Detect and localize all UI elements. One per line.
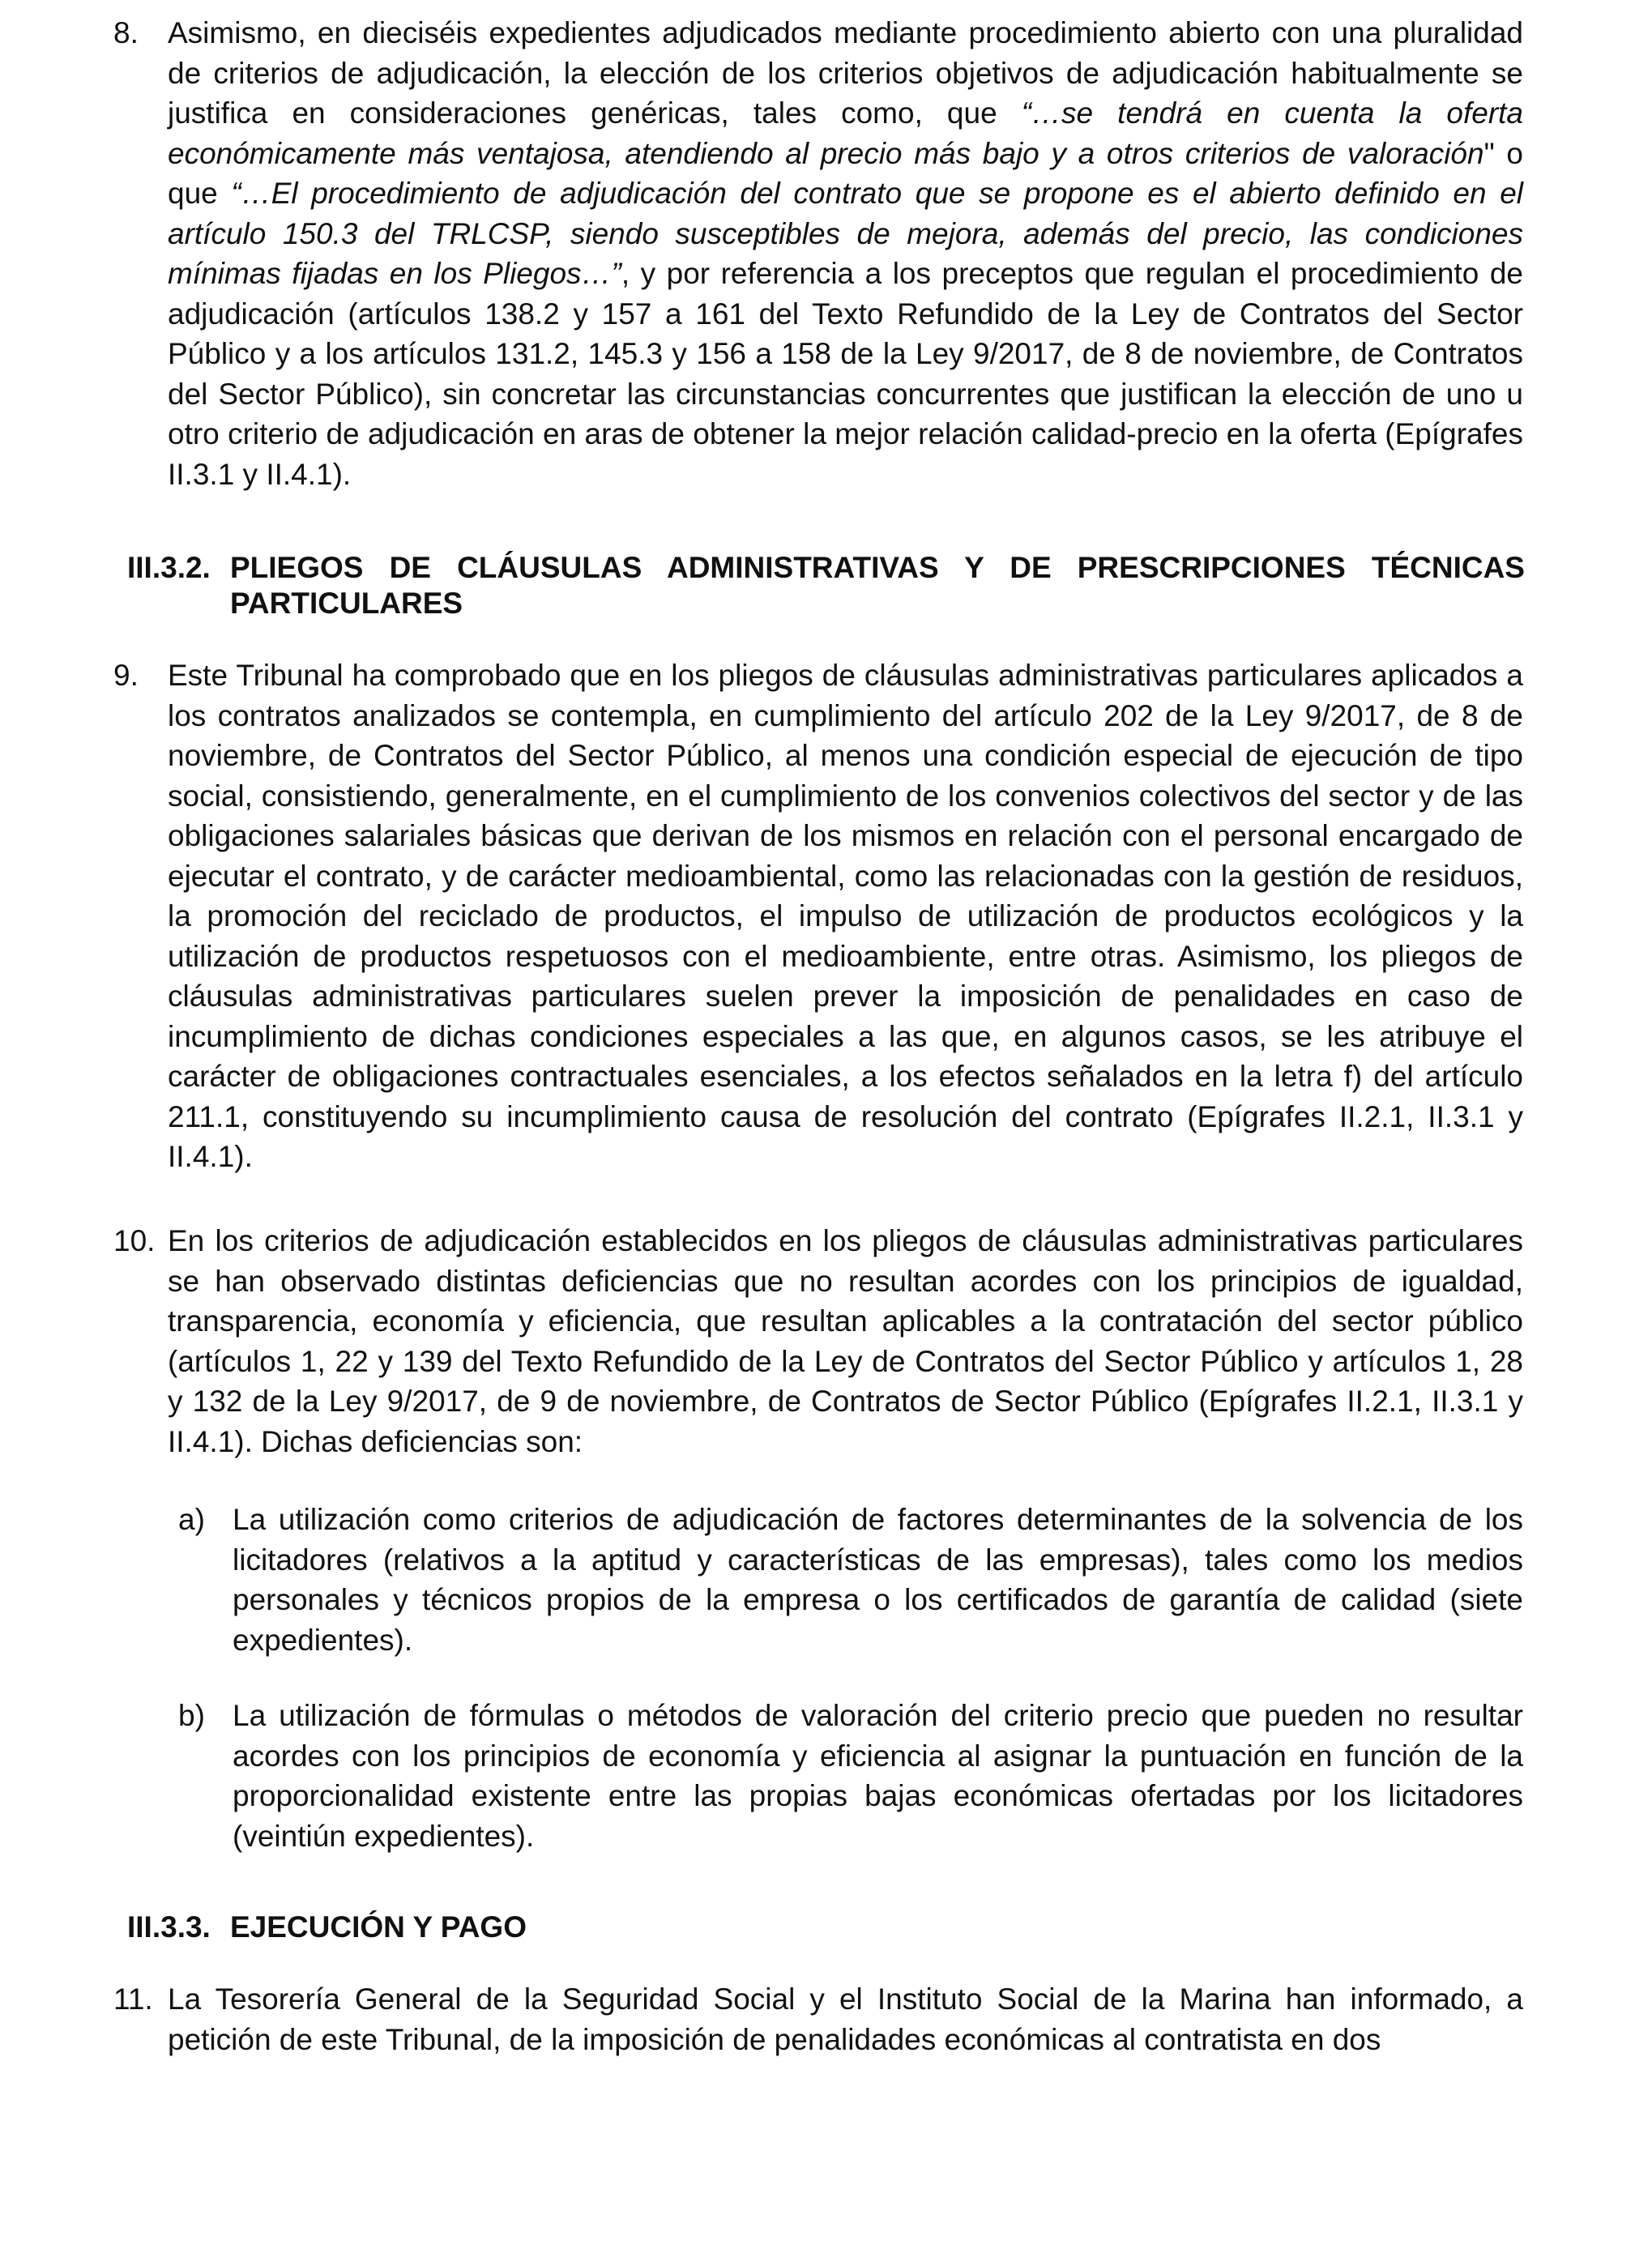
paragraph-8	[113, 13, 1523, 494]
list-item-a	[178, 1500, 1523, 1660]
section-heading-iii-3-2	[127, 550, 1525, 621]
paragraph-text-segment: " o que	[168, 136, 1524, 210]
section-number: III.3.3.	[127, 1910, 211, 1944]
quoted-text: “…se tendrá en cuenta la oferta económicamente más ventajosa, atendiendo al precio más bajo y a otros criterios de valoración	[168, 96, 1523, 170]
list-item-b	[178, 1696, 1523, 1856]
quoted-text: “…El procedimiento de adjudicación del contrato que se propone es el abierto definido en el artículo 150.3 del TRLCSP, siendo susceptibles de mejora, además del precio, las condiciones mínimas fijadas en los Pliegos…”	[168, 177, 1523, 290]
paragraph-number: 8.	[113, 16, 139, 49]
section-heading-iii-3-3	[127, 1910, 1525, 1945]
list-item-text: La utilización de fórmulas o métodos de valoración del criterio precio que pueden no resultar acordes con los principios de economía y eficiencia al asignar la puntuación en función de la proporcionalidad existente entre las propias bajas económicas ofertadas por los licitadores (veintiún expedientes).	[233, 1699, 1523, 1853]
section-number: III.3.2.	[127, 551, 211, 584]
section-title: EJECUCIÓN Y PAGO	[230, 1910, 527, 1944]
list-item-letter: b)	[178, 1699, 205, 1732]
list-item-letter: a)	[178, 1503, 205, 1536]
paragraph-text: Este Tribunal ha comprobado que en los pliegos de cláusulas administrativas particulares aplicados a los contratos analizados se contempla, en cumplimiento del artículo 202 de la Ley 9/2017, de 8 de noviembre, de Contratos del Sector Público, al menos una condición especial de ejecución de tipo social, consistiendo, generalmente, en el cumplimiento de los convenios colectivos del sector y de las obligaciones salariales básicas que derivan de los mismos en relación con el personal encargado de ejecutar el contrato, y de carácter medioambiental, como las relacionadas con la gestión de residuos, la promoción del reciclado de productos, el impulso de utilización de productos ecológicos y la utilización de productos respetuosos con el medioambiente, entre otras. Asimismo, los pliegos de cláusulas administrativas particulares suelen prever la imposición de penalidades en caso de incumplimiento de dichas condiciones especiales a las que, en algunos casos, se les atribuye el carácter de obligaciones contractuales esenciales, a los efectos señalados en la letra f) del artículo 211.1, constituyendo su incumplimiento causa de resolución del contrato (Epígrafes II.2.1, II.3.1 y II.4.1).	[168, 659, 1523, 1173]
paragraph-text-segment: Asimismo, en dieciséis expedientes adjudicados mediante procedimiento abierto con una pluralidad de criterios de adjudicación, la elección de los criterios objetivos de adjudicación habitualmente se justifica en consideraciones genéricas, tales como, que	[168, 16, 1523, 130]
section-title: PLIEGOS DE CLÁUSULAS ADMINISTRATIVAS Y DE PRESCRIPCIONES TÉCNICAS PARTICULARES	[230, 551, 1525, 620]
paragraph-text	[168, 13, 1523, 494]
paragraph-text-segment: , y por referencia a los preceptos que regulan el procedimiento de adjudicación (artículos 138.2 y 157 a 161 del Texto Refundido de la Ley de Contratos del Sector Público y a los artículos 131.2, 145.3 y 156 a 158 de la Ley 9/2017, de 8 de noviembre, de Contratos del Sector Público), sin concretar las circunstancias concurrentes que justifican la elección de uno u otro criterio de adjudicación en aras de obtener la mejor relación calidad-precio en la oferta (Epígrafes II.3.1 y II.4.1).	[168, 257, 1523, 491]
paragraph-number: 10.	[113, 1224, 156, 1257]
paragraph-number: 11.	[113, 1982, 153, 2016]
paragraph-text: La Tesorería General de la Seguridad Social y el Instituto Social de la Marina han informado, a petición de este Tribunal, de la imposición de penalidades económicas al contratista en dos	[168, 1982, 1523, 2056]
paragraph-10	[113, 1221, 1523, 1462]
paragraph-number: 9.	[113, 659, 139, 692]
paragraph-text: En los criterios de adjudicación establecidos en los pliegos de cláusulas administrativas particulares se han observado distintas deficiencias que no resultan acordes con los principios de igualdad, transparencia, economía y eficiencia, que resultan aplicables a la contratación del sector público (artículos 1, 22 y 139 del Texto Refundido de la Ley de Contratos del Sector Público y artículos 1, 28 y 132 de la Ley 9/2017, de 9 de noviembre, de Contratos de Sector Público (Epígrafes II.2.1, II.3.1 y II.4.1). Dichas deficiencias son:	[168, 1224, 1523, 1458]
list-item-text: La utilización como criterios de adjudicación de factores determinantes de la solvencia de los licitadores (relativos a la aptitud y características de las empresas), tales como los medios personales y técnicos propios de la empresa o los certificados de garantía de calidad (siete expedientes).	[233, 1503, 1523, 1657]
paragraph-9	[113, 655, 1523, 1177]
paragraph-11	[113, 1979, 1523, 2059]
